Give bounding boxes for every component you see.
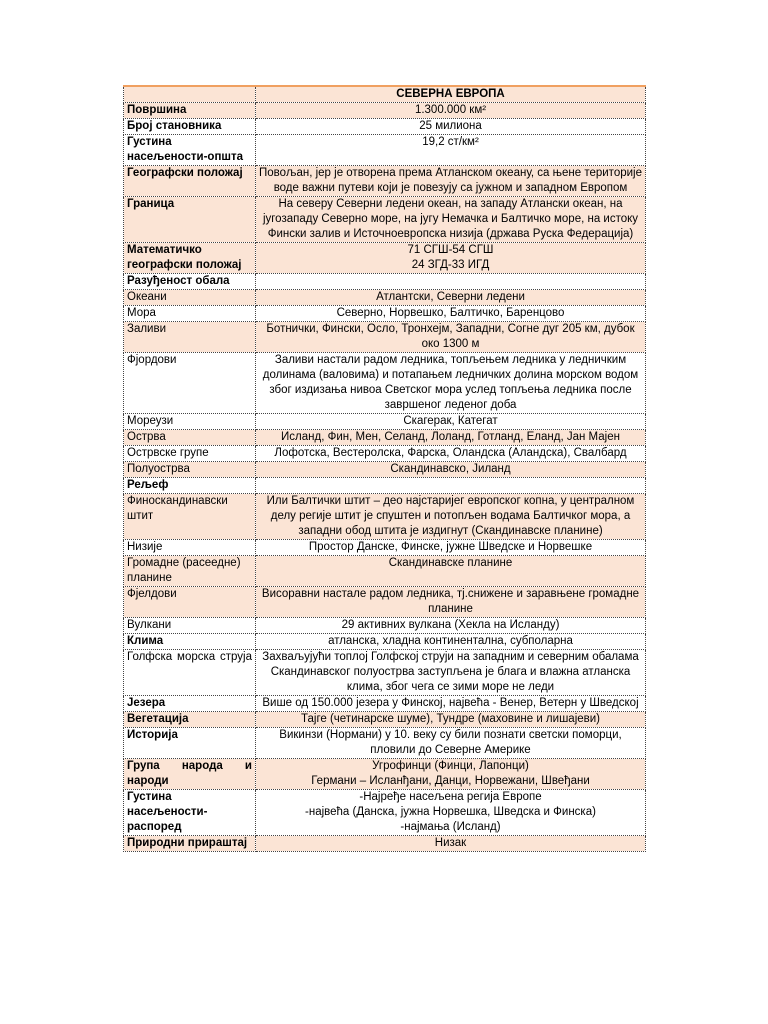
row-value-line: Северно, Норвешко, Балтичко, Баренцово [336,307,565,319]
table-row [124,836,646,852]
table-row [124,243,646,274]
row-value-line: Скандинавско, Јиланд [390,463,511,475]
row-value-line: Лофотска, Вестеролска, Фарска, Оландска (Аландска), Свалбард [274,447,627,459]
row-value [256,462,646,478]
row-label: Громадне (расеедне) планине [124,556,256,587]
table-row [124,556,646,587]
row-label: Граница [124,197,256,243]
row-value-line: 25 милиона [419,120,482,132]
table-title: СЕВЕРНА ЕВРОПА [256,86,646,103]
row-value [256,353,646,414]
row-label: Вулкани [124,618,256,634]
row-value [256,634,646,650]
table-row [124,103,646,119]
row-label: Заливи [124,322,256,353]
row-label: Рељеф [124,478,256,494]
row-label: Географски положај [124,166,256,197]
table-row [124,462,646,478]
row-value [256,759,646,790]
row-value-line: Исланд, Фин, Мен, Селанд, Лоланд, Готланд, Еланд, Јан Мајен [281,431,620,443]
row-value-line: -најмања (Исланд) [400,821,501,833]
row-label: Острвске групе [124,446,256,462]
row-value-line: Германи – Исланђани, Данци, Норвежани, Швеђани [311,775,590,787]
northern-europe-table [123,85,646,852]
row-label: Мореузи [124,414,256,430]
row-value [256,322,646,353]
row-value [256,650,646,696]
row-value [256,446,646,462]
row-label: Фјордови [124,353,256,414]
row-value [256,306,646,322]
row-label: Математичко географски положај [124,243,256,274]
table-row [124,494,646,540]
table-row [124,696,646,712]
row-label: Вегетација [124,712,256,728]
table-row [124,430,646,446]
table-row [124,712,646,728]
row-value [256,494,646,540]
row-value-line: 29 активних вулкана (Хекла на Исланду) [341,619,560,631]
row-value [256,618,646,634]
row-value [256,197,646,243]
row-value [256,166,646,197]
row-value-line: Ботнички, Фински, Осло, Тронхејм, Западни, Согне дуг 205 км, дубок око 1300 м [266,323,635,350]
table-row [124,306,646,322]
row-value [256,587,646,618]
row-label: Језера [124,696,256,712]
table-row [124,135,646,166]
row-value-line: 19,2 ст/км² [422,136,479,148]
row-label: Густина насељености-општа [124,135,256,166]
row-value-line: Заливи настали радом ледника, топљењем ледника у ледничким долинама (валовима) и потапањем ледничких долина морском водом због издизања нивоа Светског мора услед топљења ледника после завршеног леденог доба [262,354,639,411]
table-row [124,166,646,197]
row-value [256,135,646,166]
row-value [256,103,646,119]
table-row [124,353,646,414]
header-empty-cell [124,86,256,103]
table-row [124,290,646,306]
row-value [256,430,646,446]
row-value-line: На северу Северни ледени океан, на западу Атлански океан, на југозападу Северно море, на југу Немачка и Балтичко море, на истоку Фински залив и Источноевропска низија (држава Руска Федерација) [262,198,639,240]
row-value-line: -Најређе насељена регија Европе [359,791,542,803]
table-row [124,197,646,243]
table-row [124,446,646,462]
row-value-line: Угрофинци (Финци, Лапонци) [372,760,529,772]
row-value-line: Скандинавске планине [388,557,513,569]
row-label: Природни прираштај [124,836,256,852]
row-value-line: Висоравни настале радом ледника, тј.снижене и заравњене громадне планине [261,588,640,615]
row-value [256,728,646,759]
row-value-line: Или Балтички штит – део најстаријег европског копна, у централном делу регије штит је спуштен и потопљен водама Балтичког мора, а западни обод штита је издигнут (Скандинавске планине) [266,495,635,537]
table-row [124,119,646,135]
row-value [256,556,646,587]
table-row [124,478,646,494]
table-header-row [124,86,646,103]
row-value-line: Захваљујући топлој Голфској струји на западним и северним обалама Скандинавског полуострва заступљена је блага и влажна атланска клима, због чега се зими море не леди [262,651,639,693]
row-value-line: атланска, хладна континентална, субполарна [328,635,573,647]
table-row [124,540,646,556]
row-label: Површина [124,103,256,119]
row-value-line: 1.300.000 км² [414,104,487,116]
row-value [256,540,646,556]
row-value [256,414,646,430]
table-row [124,618,646,634]
table-row [124,650,646,696]
table-row [124,274,646,290]
row-label: Мора [124,306,256,322]
row-label: Голфска морска струја [124,650,256,696]
row-value-line: Скагерак, Категат [403,415,498,427]
row-label: Број становника [124,119,256,135]
row-label: Група народа и народи [124,759,256,790]
table-row [124,414,646,430]
row-label: Фјелдови [124,587,256,618]
row-value [256,712,646,728]
row-value-line: -највећа (Данска, јужна Норвешка, Шведска и Финска) [305,806,596,818]
table-row [124,759,646,790]
row-value-line: Викинзи (Нормани) у 10. веку су били познати светски поморци, пловили до Северне Америке [279,729,622,756]
row-value [256,290,646,306]
row-value [256,274,646,290]
table-row [124,728,646,759]
row-label: Низије [124,540,256,556]
row-label: Историја [124,728,256,759]
row-label: Разуђеност обала [124,274,256,290]
table-row [124,322,646,353]
table-row [124,634,646,650]
table-row [124,790,646,836]
row-label: Клима [124,634,256,650]
row-value-line [259,274,642,289]
row-label: Полуострва [124,462,256,478]
row-value [256,119,646,135]
row-value-line: Више од 150.000 језера у Финској, највећа - Венер, Ветерн у Шведској [262,697,639,709]
row-value-line: 24 ЗГД-33 ИГД [411,259,490,271]
row-value-line: Низак [434,837,467,849]
row-label: Океани [124,290,256,306]
row-label: Густина насељености-распоред [124,790,256,836]
row-value [256,696,646,712]
row-value [256,836,646,852]
row-value [256,243,646,274]
row-value-line [259,478,642,493]
row-value-line: Простор Данске, Финске, јужне Шведске и Норвешке [308,541,593,553]
row-value [256,478,646,494]
row-value-line: Повољан, јер је отворена према Атланском океану, са њене територије воде важни путеви који је повезују са јужном и западном Европом [259,167,642,194]
row-label: Финоскандинавски штит [124,494,256,540]
row-value-line: Тајге (четинарске шуме), Тундре (маховине и лишајеви) [300,713,601,725]
row-label: Острва [124,430,256,446]
row-value [256,790,646,836]
table-row [124,587,646,618]
row-value-line: 71 СГШ-54 СГШ [407,244,494,256]
row-value-line: Атлантски, Северни ледени [376,291,525,303]
